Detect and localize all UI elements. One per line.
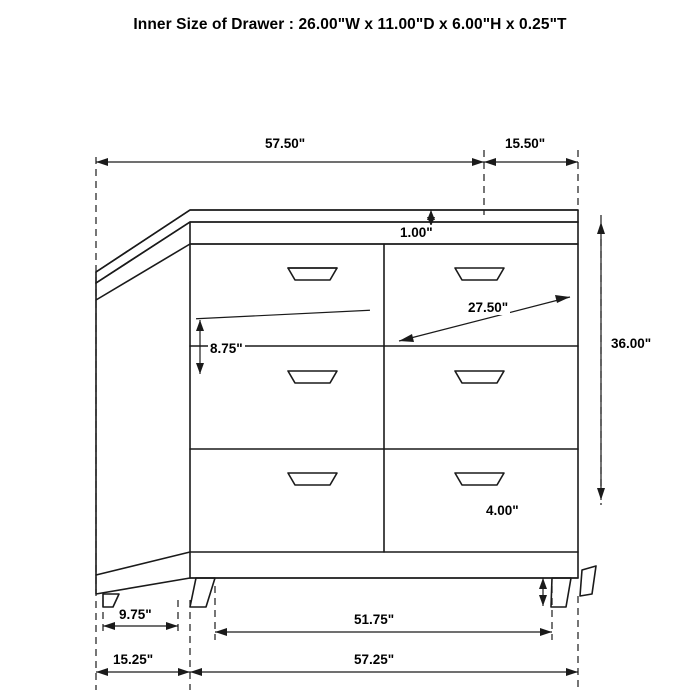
base-plinth-side [96, 575, 190, 594]
leg-front-left [190, 578, 215, 607]
leg-rear-right [580, 566, 596, 596]
dim-leg-height [539, 578, 547, 606]
dim-label-total-height: 36.00" [611, 336, 652, 351]
dim-leg-offset [103, 622, 178, 630]
top-ledge-back [96, 210, 578, 283]
dim-label-base-width: 57.25" [354, 652, 395, 667]
dim-top-width [96, 158, 484, 166]
drawer-handle-2-2 [455, 371, 504, 383]
top-back-edge [96, 210, 578, 272]
top-ledge-front-edge [96, 222, 578, 283]
dim-label-base-depth: 15.25" [113, 652, 154, 667]
page-title: Inner Size of Drawer : 26.00"W x 11.00"D x 6.00"H x 0.25"T [133, 16, 567, 33]
dim-base-width [190, 668, 578, 676]
dim-total-height [597, 222, 605, 500]
drawer-handle-3-1 [288, 473, 337, 485]
dim-top-depth [484, 158, 578, 166]
drawer-handle-2-1 [288, 371, 337, 383]
left-top-corner [96, 222, 190, 300]
dim-base-depth [96, 668, 190, 676]
leg-rear-left [103, 594, 119, 607]
dim-label-drawer-height: 8.75" [210, 341, 243, 356]
drawer-handle-1-1 [288, 268, 337, 280]
base-plinth-front [190, 552, 578, 578]
dim-label-top-ledge: 1.00" [400, 225, 433, 240]
leg-front-right [551, 578, 571, 607]
dim-label-drawer-width: 27.50" [468, 300, 509, 315]
dim-label-leg-height: 4.00" [486, 503, 519, 518]
dim-label-leg-offset: 9.75" [119, 607, 152, 622]
dim-base-inner-width [215, 628, 552, 636]
dim-label-base-inner-width: 51.75" [354, 612, 395, 627]
drawer-handle-3-2 [455, 473, 504, 485]
cabinet-left-side [96, 300, 190, 575]
drawer-handle-1-2 [455, 268, 504, 280]
dim-label-top-depth: 15.50" [505, 136, 546, 151]
dim-label-top-width: 57.50" [265, 136, 306, 151]
top-front-face [190, 222, 578, 244]
